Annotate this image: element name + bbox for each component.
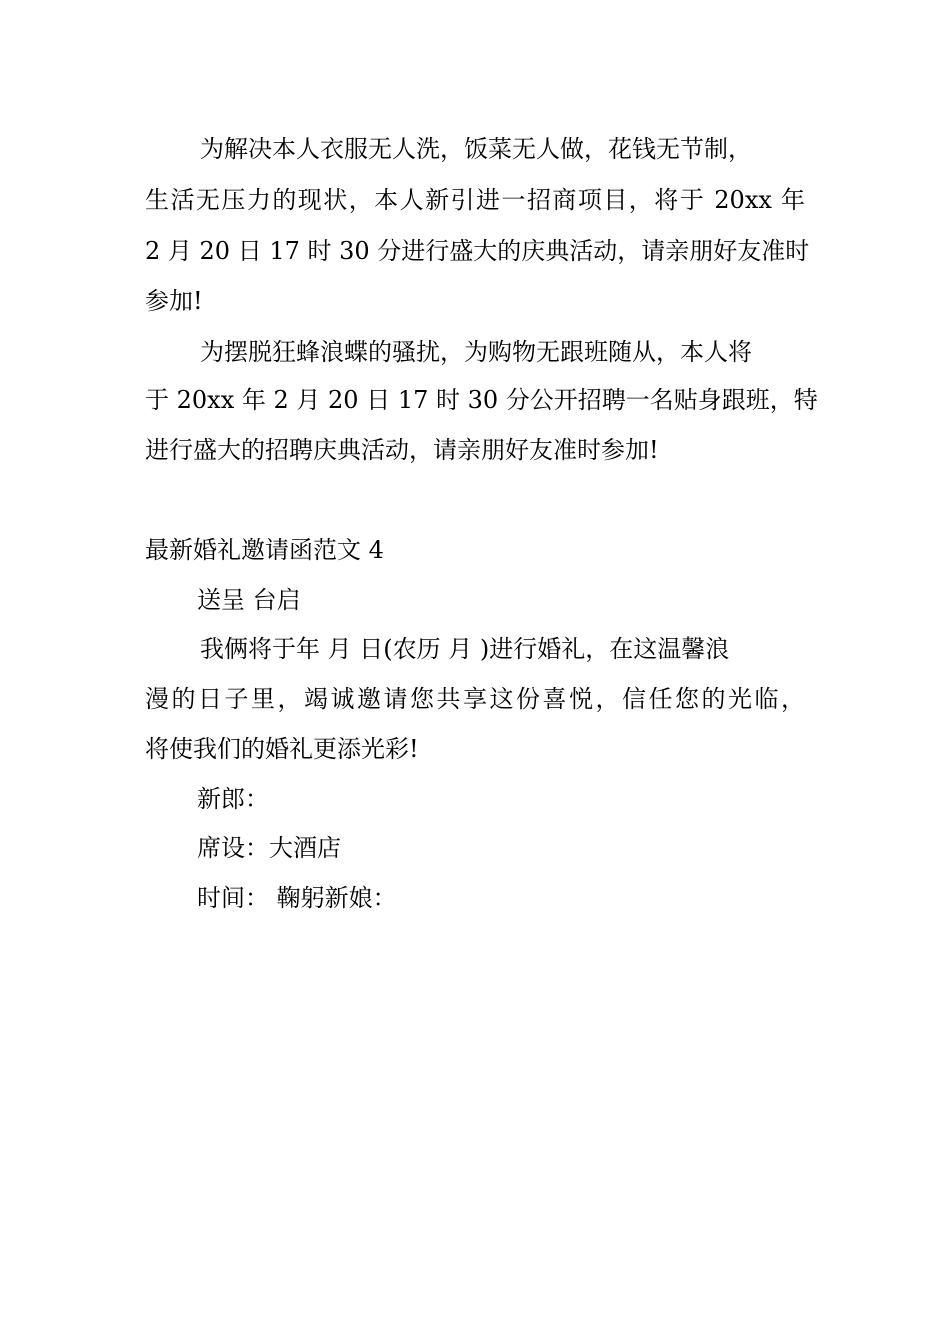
paragraph-line: 生活无压力的现状，本人新引进一招商项目，将于 20xx 年	[145, 186, 805, 214]
paragraph-line: 漫的日子里，竭诚邀请您共享这份喜悦，信任您的光临，	[145, 685, 805, 713]
venue-line: 席设：大酒店	[197, 834, 341, 862]
paragraph-line: 为摆脱狂蜂浪蝶的骚扰，为购物无跟班随从，本人将	[200, 338, 752, 366]
paragraph-line: 参加!	[145, 287, 203, 315]
paragraph-line: 为解决本人衣服无人洗，饭菜无人做，花钱无节制，	[200, 135, 752, 163]
paragraph-line: 我俩将于年 月 日(农历 月 )进行婚礼，在这温馨浪	[200, 635, 730, 663]
section-heading: 最新婚礼邀请函范文 4	[145, 536, 384, 564]
groom-line: 新郎：	[197, 785, 269, 813]
time-bride-line: 时间： 鞠躬新娘：	[197, 884, 397, 912]
paragraph-line: 进行盛大的招聘庆典活动，请亲朋好友准时参加!	[145, 436, 659, 464]
salutation: 送呈 台启	[197, 586, 301, 614]
paragraph-line: 2 月 20 日 17 时 30 分进行盛大的庆典活动，请亲朋好友准时	[145, 237, 810, 265]
paragraph-line: 将使我们的婚礼更添光彩!	[145, 735, 419, 763]
paragraph-line: 于 20xx 年 2 月 20 日 17 时 30 分公开招聘一名贴身跟班，特	[145, 386, 818, 414]
